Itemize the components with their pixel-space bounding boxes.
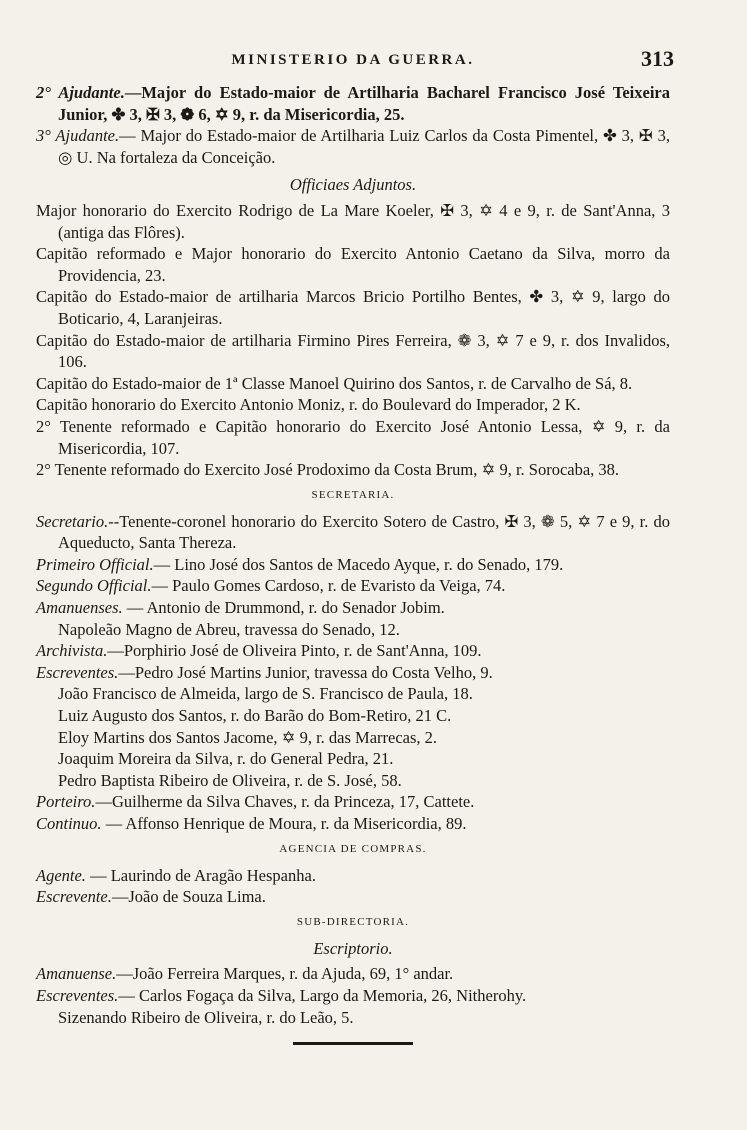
running-title: MINISTERIO DA GUERRA. <box>231 52 475 68</box>
heading-secretaria: SECRETARIA. <box>311 488 395 501</box>
entry-text: — Paulo Gomes Cardoso, r. de Evaristo da Veiga, 74. <box>151 576 506 596</box>
adjunto-entry: Capitão do Estado-maior de artilharia Firmino Pires Ferreira, ❁ 3, ✡ 7 e 9, r. dos Invalidos, 106. <box>36 330 670 372</box>
continuation-line: Joaquim Moreira da Silva, r. do General Pedra, 21. <box>58 749 394 769</box>
adjunto-entry: Capitão do Estado-maior de 1ª Classe Manoel Quirino dos Santos, r. de Carvalho de Sá, 8. <box>36 373 633 393</box>
adjunto-entry: Major honorario do Exercito Rodrigo de La Mare Koeler, ✠ 3, ✡ 4 e 9, r. de Sant'Anna, 3 (antiga das Flôres). <box>36 200 670 242</box>
entry-text: — Antonio de Drummond, r. do Senador Jobim. <box>122 598 445 618</box>
role-label: 3° Ajudante. <box>36 126 120 146</box>
secretaria-entry <box>36 575 670 597</box>
role-label: Archivista. <box>36 641 108 661</box>
role-label: Segundo Official. <box>36 576 152 596</box>
compras-entry <box>36 886 670 908</box>
adjunto-entry: 2° Tenente reformado e Capitão honorario do Exercito José Antonio Lessa, ✡ 9, r. da Misericordia, 107. <box>36 416 670 458</box>
role-label: Escreventes. <box>36 985 119 1005</box>
entry-text: —Guilherme da Silva Chaves, r. da Princeza, 17, Cattete. <box>95 792 475 812</box>
role-label: Continuo. <box>36 814 102 833</box>
continuation-line: João Francisco de Almeida, largo de S. Francisco de Paula, 18. <box>58 684 473 704</box>
closing-rule <box>293 1042 413 1045</box>
secretaria-entry <box>36 511 670 554</box>
secretaria-entry <box>36 640 670 662</box>
role-label: Amanuenses. <box>36 598 123 618</box>
continuation-line: Pedro Baptista Ribeiro de Oliveira, r. de S. José, 58. <box>58 770 402 790</box>
role-label: Secretario. <box>36 511 109 531</box>
role-label: 2° Ajudante. <box>36 83 125 102</box>
page-header <box>36 46 674 82</box>
adjunto-entry: 2° Tenente reformado do Exercito José Prodoximo da Costa Brum, ✡ 9, r. Sorocaba, 38. <box>36 460 620 480</box>
continuation-line: Sizenando Ribeiro de Oliveira, r. do Leão, 5. <box>58 1007 354 1027</box>
entry-text: — Laurindo de Aragão Hespanha. <box>85 865 316 885</box>
entry-text: —João Ferreira Marques, r. da Ajuda, 69, 1° andar. <box>116 964 454 984</box>
entry-text: — Major do Estado-maior de Artilharia Luiz Carlos da Costa Pimentel, ✤ 3, ✠ 3, ◎ U. Na fortaleza da Conceição. <box>58 126 670 167</box>
continuation-line: Eloy Martins dos Santos Jacome, ✡ 9, r. das Marrecas, 2. <box>58 727 438 747</box>
subdirectoria-entry <box>36 963 670 985</box>
secretaria-entry <box>36 554 670 576</box>
role-label: Escreventes. <box>36 662 119 682</box>
entry-3-ajudante <box>36 125 670 168</box>
secretaria-entry <box>36 597 670 619</box>
subdirectoria-entry <box>36 985 670 1007</box>
adjunto-entry: Capitão do Estado-maior de artilharia Marcos Bricio Portilho Bentes, ✤ 3, ✡ 9, largo do Boticario, 4, Laranjeiras. <box>36 287 670 328</box>
page-number: 313 <box>641 46 674 71</box>
secretaria-entry <box>36 813 670 835</box>
heading-sub-directoria: SUB-DIRECTORIA. <box>296 915 410 928</box>
entry-text: — Lino José dos Santos de Macedo Ayque, r. do Senado, 179. <box>153 554 564 574</box>
role-label: Primeiro Official. <box>36 554 154 574</box>
secretaria-entry <box>36 791 670 813</box>
entry-text: —Major do Estado-maior de Artilharia Bacharel Francisco José Teixeira Junior, ✤ 3, ✠ 3, ❁ 6, ✡ 9, r. da Misericordia, 25. <box>58 83 670 124</box>
compras-entry <box>36 865 670 887</box>
document-page <box>36 46 674 1045</box>
heading-officiaes-adjuntos: Officiaes Adjuntos. <box>289 175 417 195</box>
role-label: Porteiro. <box>36 792 96 812</box>
heading-agencia-de-compras: AGENCIA DE COMPRAS. <box>279 842 427 855</box>
continuation-line: Napoleão Magno de Abreu, travessa do Senado, 12. <box>58 619 400 639</box>
role-label: Escrevente. <box>36 887 112 907</box>
adjunto-entry: Capitão honorario do Exercito Antonio Moniz, r. do Boulevard do Imperador, 2 K. <box>36 395 581 415</box>
entry-2-ajudante <box>36 82 670 125</box>
entry-text: —Pedro José Martins Junior, travessa do Costa Velho, 9. <box>118 662 493 682</box>
entry-text: — Affonso Henrique de Moura, r. da Misericordia, 89. <box>101 814 467 833</box>
role-label: Amanuense. <box>36 964 117 984</box>
secretaria-entry <box>36 662 670 684</box>
entry-text: --Tenente-coronel honorario do Exercito Sotero de Castro, ✠ 3, ❁ 5, ✡ 7 e 9, r. do Aqueducto, Santa Thereza. <box>58 511 670 553</box>
entry-text: —Porphirio José de Oliveira Pinto, r. de Sant'Anna, 109. <box>107 641 482 661</box>
heading-escriptorio: Escriptorio. <box>313 938 393 958</box>
continuation-line: Luiz Augusto dos Santos, r. do Barão do Bom-Retiro, 21 C. <box>58 706 452 726</box>
adjunto-entry: Capitão reformado e Major honorario do Exercito Antonio Caetano da Silva, morro da Providencia, 23. <box>36 244 670 285</box>
role-label: Agente. <box>36 865 86 885</box>
entry-text: — Carlos Fogaça da Silva, Largo da Memoria, 26, Nitherohy. <box>118 985 527 1005</box>
entry-text: —João de Souza Lima. <box>111 887 266 907</box>
